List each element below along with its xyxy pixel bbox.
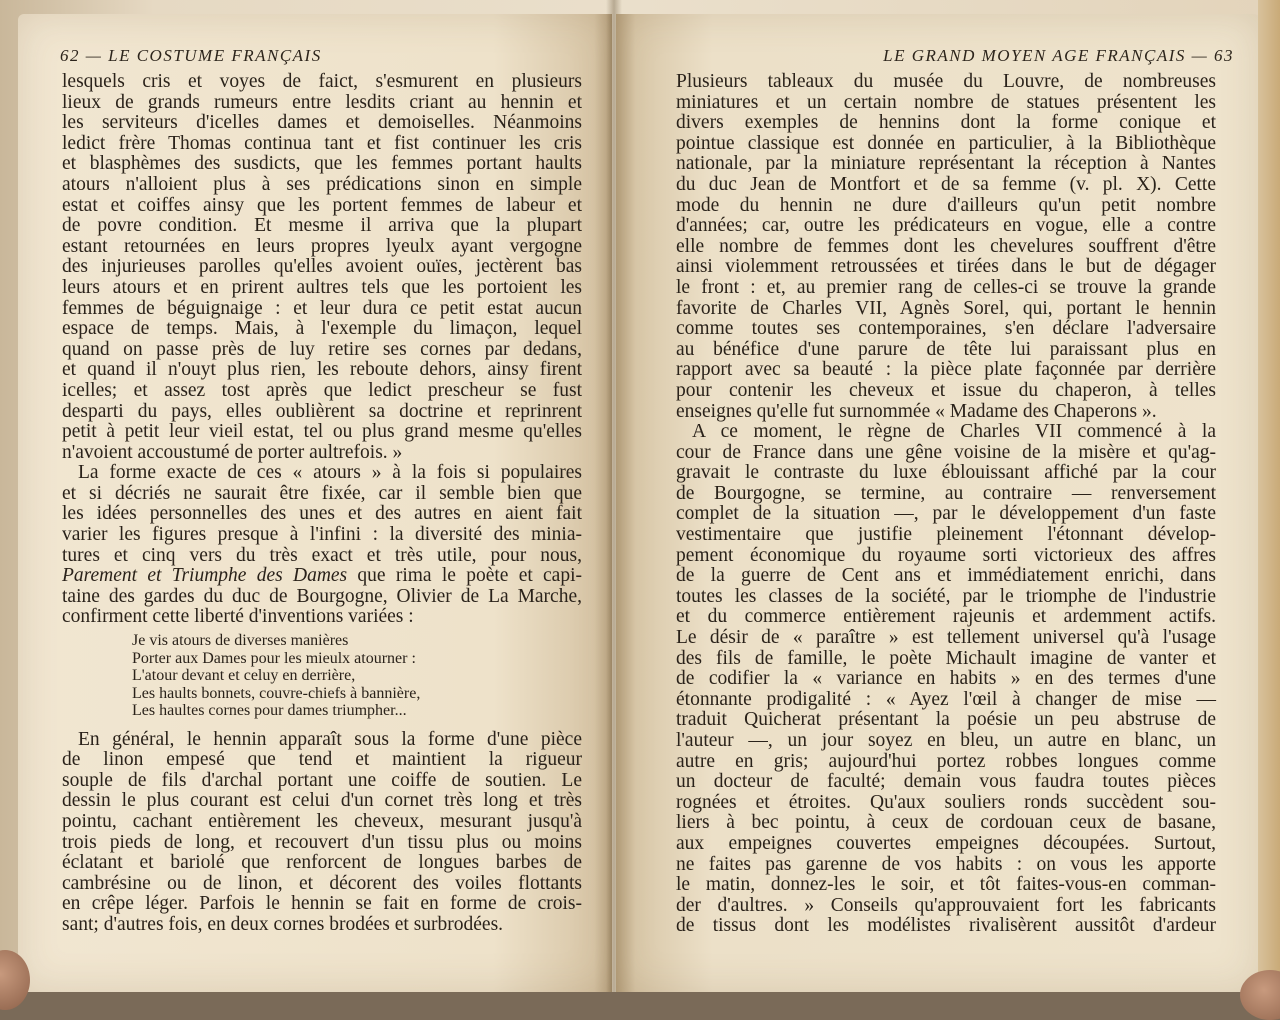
text-line: rapport avec sa beauté : la pièce plate façonnée par derrière bbox=[676, 359, 1216, 381]
text-line: varier les figures presque à l'infini : la diversité des minia- bbox=[62, 524, 582, 546]
verse-line: Je vis atours de diverses manières bbox=[132, 632, 349, 650]
text-line: comme toutes ses contemporaines, s'en déclare l'adversaire bbox=[676, 318, 1216, 340]
text-line: de tissus dont les modélistes rivalisèrent aussitôt d'ardeur bbox=[676, 915, 1216, 937]
text-line: icelles; et assez tost après que ledict prescheur se fust bbox=[62, 379, 582, 401]
text-line: enseignes qu'elle fut surnommée « Madame des Chaperons ». bbox=[676, 400, 1157, 422]
text-line: espace de temps. Mais, à l'exemple du limaçon, lequel bbox=[62, 318, 582, 340]
text-line: éclatant et bariolé que renforcent de longues barbes de bbox=[62, 852, 582, 874]
text-line: autre en gris; aujourd'hui portez robbes longues comme bbox=[676, 750, 1216, 772]
text-line: complet de la situation —, par le développement d'un faste bbox=[676, 503, 1216, 525]
text-line: traduit Quicherat présentant la poésie un peu abstruse de bbox=[676, 709, 1216, 731]
text-line: der d'aultres. » Conseils qu'approuvaient fort les fabricants bbox=[676, 894, 1216, 916]
left-page-text bbox=[62, 72, 582, 935]
text-line: elle nombre de femmes dont les chevelures souffrent d'être bbox=[676, 235, 1216, 257]
text-line: leurs atours et en prirent aultres tels que les portoient les bbox=[62, 276, 582, 298]
text-line: confirment cette liberté d'inventions variées : bbox=[62, 606, 414, 628]
text-line: de Bourgogne, se termine, au contraire — renversement bbox=[676, 482, 1216, 504]
text-line: et blasphèmes des susdicts, que les femmes portant haults bbox=[62, 153, 582, 175]
text-line: des fils de famille, le poète Michault imagine de vanter et bbox=[676, 647, 1216, 669]
right-page-text bbox=[676, 72, 1216, 937]
text-line: femmes de béguignaige : et leur dura ce petit estat aucun bbox=[62, 297, 582, 319]
text-line: et du commerce entièrement rajeunis et ardemment actifs. bbox=[676, 606, 1216, 628]
text-line: lesquels cris et voyes de faict, s'esmurent en plusieurs bbox=[62, 71, 582, 92]
text-line: pour contenir les cheveux et issue du chaperon, à telles bbox=[676, 379, 1216, 401]
text-line: liers à bec pointu, à ceux de cordouan ceux de basane, bbox=[676, 812, 1216, 834]
text-line: gravait le contraste du luxe éblouissant affiché par la cour bbox=[676, 462, 1216, 484]
text-fragment: que rima le poète et capi- bbox=[347, 565, 583, 587]
text-line: toutes les classes de la société, par le triomphe de l'industrie bbox=[676, 585, 1216, 607]
text-line: Plusieurs tableaux du musée du Louvre, de nombreuses bbox=[676, 71, 1216, 92]
text-line: La forme exacte de ces « atours » à la fois si populaires bbox=[78, 462, 582, 484]
verse-line: Porter aux Dames pour les mieulx atourner : bbox=[132, 649, 416, 667]
text-line: vestimentaire que justifie pleinement l'étonnant dévelop- bbox=[676, 524, 1216, 546]
text-line: pement économique du royaume sorti victorieux des affres bbox=[676, 544, 1216, 566]
text-line: petit à petit leur vieil estat, tel ou plus grand mesme qu'elles bbox=[62, 421, 582, 443]
text-line: un docteur de faculté; demain vous faudra toutes pièces bbox=[676, 771, 1216, 793]
text-line: de codifier la « variance en habits » en des termes d'une bbox=[676, 668, 1216, 690]
text-line: d'années; car, outre les prédicateurs en vogue, elle a contre bbox=[676, 215, 1216, 237]
left-paragraph-1 bbox=[62, 72, 582, 463]
text-line: pointue classique est donnée en particulier, à la Bibliothèque bbox=[676, 132, 1216, 154]
text-line: dessin le plus courant est celui d'un cornet très long et très bbox=[62, 790, 582, 812]
text-line: l'auteur —, un jour soyez en bleu, un autre en blanc, un bbox=[676, 730, 1216, 751]
text-line: A ce moment, le règne de Charles VII commencé à la bbox=[692, 421, 1216, 443]
text-line: lieux de grands rumeurs entre lesdits criant au hennin et bbox=[62, 91, 582, 113]
verse-line: L'atour devant et celuy en derrière, bbox=[132, 667, 356, 685]
right-page-header: LE GRAND MOYEN AGE FRANÇAIS — 63 bbox=[883, 46, 1234, 65]
left-page bbox=[18, 14, 612, 992]
text-line: de linon empesé que tend et maintient la rigueur bbox=[62, 749, 582, 771]
text-line: nationale, par la miniature représentant la réception à Nantes bbox=[676, 153, 1216, 175]
right-paragraph-1 bbox=[676, 72, 1216, 422]
text-line: tures et cinq vers du très exact et très utile, pour nous, bbox=[62, 544, 582, 566]
text-line: en crêpe léger. Parfois le hennin se fait en forme de crois- bbox=[62, 893, 582, 915]
text-line: au bénéfice d'une parure de tête lui paraissant plus en bbox=[676, 338, 1216, 360]
text-line: miniatures et un certain nombre de statues présentent les bbox=[676, 91, 1216, 113]
text-line: divers exemples de hennins dont la forme conique et bbox=[676, 112, 1216, 134]
text-line: de la guerre de Cent ans et immédiatement enrichi, dans bbox=[676, 565, 1216, 587]
verse-line: Les haultes cornes pour dames triumpher... bbox=[132, 702, 407, 720]
page-edges bbox=[1258, 0, 1280, 992]
text-line: atours n'alloient plus à ses prédications sinon en simple bbox=[62, 173, 582, 195]
text-line: pointu, cachant entièrement les cheveux, mesurant jusqu'à bbox=[62, 810, 582, 832]
text-line: ainsi violemment retroussées et tirées dans le but de dégager bbox=[676, 256, 1216, 278]
verse-line: Les haults bonnets, couvre-chiefs à bannière, bbox=[132, 684, 421, 702]
text-line: quand on passe près de luy retire ses cornes par dedans, bbox=[62, 338, 582, 360]
right-paragraph-2 bbox=[676, 422, 1216, 937]
left-paragraph-2 bbox=[62, 463, 582, 628]
text-line: sant; d'autres fois, en deux cornes brodées et surbrodées. bbox=[62, 913, 504, 935]
text-line: Le désir de « paraître » est tellement universel qu'à l'usage bbox=[676, 627, 1216, 649]
text-line: les serviteurs d'icelles dames et demoiselles. Néanmoins bbox=[62, 112, 582, 134]
text-line: ledict frère Thomas continua tant et fist continuer les cris bbox=[62, 132, 582, 154]
text-line: le front : et, au premier rang de celles-ci se trouve la grande bbox=[676, 276, 1216, 298]
text-line: étonnante prodigalité : « Ayez l'œil à changer de mise — bbox=[676, 688, 1216, 710]
text-line: mode du hennin ne dure d'ailleurs qu'un petit nombre bbox=[676, 194, 1216, 216]
text-line bbox=[62, 566, 582, 587]
text-line: En général, le hennin apparaît sous la forme d'une pièce bbox=[78, 728, 582, 750]
text-line: souple de fils d'archal portant une coiffe de soutien. Le bbox=[62, 769, 582, 791]
text-line: trois pieds de long, et recouvert d'un tissu plus ou moins bbox=[62, 831, 582, 853]
text-line: du duc Jean de Montfort et de sa femme (v. pl. X). Cette bbox=[676, 173, 1216, 195]
text-line: estat et coiffes ainsy que les portent femmes de labeur et bbox=[62, 194, 582, 216]
text-line: des injurieuses parolles qu'elles avoient ouïes, jectèrent bas bbox=[62, 256, 582, 278]
text-line: et si décriés ne saurait être fixée, car il semble bien que bbox=[62, 482, 582, 504]
text-line: et quand il n'ouyt plus rien, les reboute dehors, ainsy firent bbox=[62, 359, 582, 381]
text-line: de povre condition. Et mesme il arriva que la plupart bbox=[62, 215, 582, 237]
text-line: favorite de Charles VII, Agnès Sorel, qui, portant le hennin bbox=[676, 297, 1216, 319]
text-line: desparti du pays, elles oublièrent sa doctrine et reprinrent bbox=[62, 400, 582, 422]
text-line: n'avoient accoustumé de porter aultrefois. » bbox=[62, 441, 403, 463]
text-line: cour de France dans une gêne voisine de la misère et qu'ag- bbox=[676, 441, 1216, 463]
text-line: ne faites pas garenne de vos habits : on vous les apporte bbox=[676, 853, 1216, 875]
text-line: aux empeignes couvertes empeignes découpées. Surtout, bbox=[676, 832, 1216, 854]
right-page bbox=[616, 14, 1260, 992]
text-line: rognées et étroites. Qu'aux souliers ronds succèdent sou- bbox=[676, 791, 1216, 813]
work-title: Parement et Triumphe des Dames bbox=[62, 565, 348, 587]
left-page-header: 62 — LE COSTUME FRANÇAIS bbox=[60, 46, 322, 65]
text-line: cambrésine ou de linon, et décorent des voiles flottants bbox=[62, 872, 582, 894]
verse-block bbox=[62, 632, 582, 720]
text-line: le matin, donnez-les le soir, et tôt faites-vous-en comman- bbox=[676, 874, 1216, 896]
left-paragraph-3 bbox=[62, 730, 582, 936]
text-line: estant retournées en leurs propres lyeulx ayant vergogne bbox=[62, 235, 582, 257]
text-line: taine des gardes du duc de Bourgogne, Olivier de La Marche, bbox=[62, 585, 582, 607]
text-line: les idées personnelles des unes et des autres en aient fait bbox=[62, 503, 582, 525]
